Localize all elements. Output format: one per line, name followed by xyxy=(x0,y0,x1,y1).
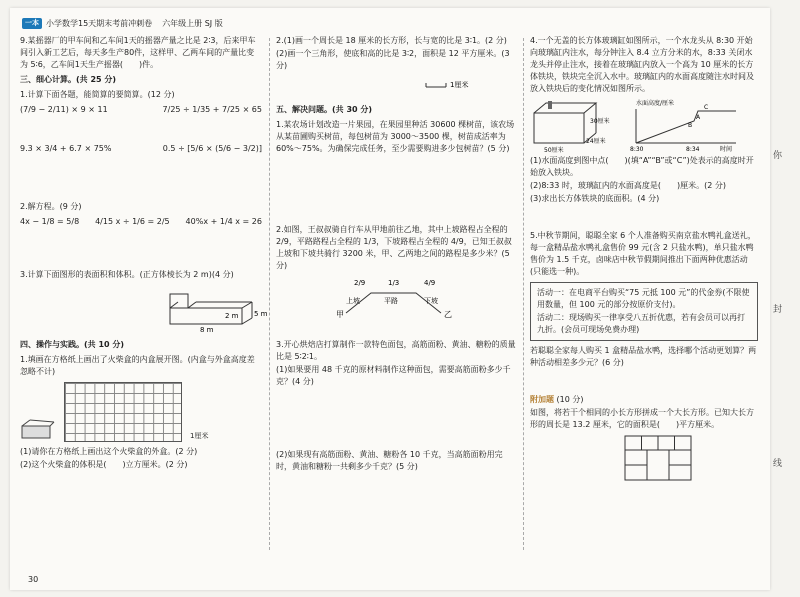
problem-4a: (1)水面高度到图中点( )(填“A”“B”或“C”)处表示的高度时开始放入铁块。 xyxy=(530,156,754,177)
margin-mark-3: 线 xyxy=(772,459,782,469)
solid-figure xyxy=(20,282,268,334)
brand-logo: 一本 xyxy=(22,18,42,29)
equation-instruction: 2.解方程。(9 分) xyxy=(20,202,82,211)
road-diagram xyxy=(276,273,516,319)
column-divider-1 xyxy=(269,38,270,550)
calc-item: (7/9 − 2/11) × 9 × 11 xyxy=(20,105,108,114)
drawing-area[interactable] xyxy=(276,73,516,101)
problem-5-question: 若聪聪全家每人购买 1 盒精品盐水鸭，选择哪个活动更划算？两种活动相差多少元？(6 分) xyxy=(530,346,757,367)
calc-item: 0.5 ÷ [5/6 × (5/6 − 3/2)] xyxy=(162,144,262,153)
question-9: 9.某摇器厂的甲车间和乙车间1天的摇器产量之比是 2∶3，后来甲车间引入新工艺后，每天多生产80件，这样甲、乙两车间的产量比变为 5∶6，乙车间1天生产摇器( )件。 xyxy=(20,36,256,69)
rectangle-tiling-figure xyxy=(530,432,758,482)
dim-depth: 5 m xyxy=(254,310,268,318)
scale-label: 1厘米 xyxy=(450,81,469,89)
point-a: A xyxy=(696,114,701,121)
chart-ylabel: 水面高度/厘米 xyxy=(636,100,675,107)
margin-mark-1: 你 xyxy=(772,151,782,161)
matchbox-instruction: 1.填画在方格纸上画出了火柴盒的内盒展开图。(内盒与外盒高度差忽略不计) xyxy=(20,355,255,376)
tank-width: 50厘米 xyxy=(544,147,564,154)
x-tick-start: 8:30 xyxy=(630,146,644,153)
point-b-label: 乙 xyxy=(444,310,452,319)
draw-question-1: 2.(1)画一个周长是 18 厘米的长方形，长与宽的比是 3∶1。(2 分) xyxy=(276,36,507,45)
page-number: 30 xyxy=(28,575,39,584)
dim-length: 8 m xyxy=(200,326,214,334)
margin-mark-2: 封 xyxy=(772,305,782,315)
problem-4-figures xyxy=(530,97,758,153)
point-c: C xyxy=(704,104,709,111)
x-tick-end: 8:34 xyxy=(686,146,700,153)
column-left xyxy=(20,34,268,562)
problem-4c: (3)求出长方体铁块的底面积。(4 分) xyxy=(530,194,660,203)
bonus-title-line xyxy=(530,394,758,406)
tank-height: 30厘米 xyxy=(590,118,610,125)
water-level-chart xyxy=(624,97,752,153)
promotion-1: 活动一：在电商平台购买“75 元抵 100 元”的代金券(不限使用数量，但 100 元的部分按原价支付)。 xyxy=(537,288,750,309)
matchbox-q1: (1)请你在方格纸上画出这个火柴盒的外盒。(2 分) xyxy=(20,447,198,456)
problem-2: 2.如图，王叔叔骑自行车从甲地前往乙地，其中上坡路程占全程的 2/9，平路路程占全程的 1/3，下坡路程占全程的 4/9，已知王叔叔上坡和下坡共骑行 3200 米，甲、乙两地之间的路程是多少米？(5 分) xyxy=(276,225,512,270)
problem-3a: (1)如果要用 48 千克的原材料制作这种面包，需要高筋面粉多少千克？(4 分) xyxy=(276,365,511,386)
bonus-title: 附加题 xyxy=(530,395,554,404)
calc-row-2 xyxy=(20,143,262,183)
label-downhill: 下坡 xyxy=(424,297,438,305)
frac-downhill: 4/9 xyxy=(424,279,436,287)
point-b: B xyxy=(688,122,693,129)
chart-xlabel: 时间 xyxy=(720,146,733,153)
square-grid[interactable] xyxy=(64,382,182,442)
matchbox-area xyxy=(20,382,262,442)
section-3-title: 三、细心计算。(共 25 分) xyxy=(20,75,117,84)
point-a-label: 甲 xyxy=(336,310,344,319)
problem-3b: (2)如果现有高筋面粉、黄油、糖粉各 10 千克，当高筋面粉用完时，黄油和糖粉一共剩多少千克？(5 分) xyxy=(276,450,503,471)
grade-label: 六年级上册 SJ 版 xyxy=(162,18,223,28)
tank-diagram xyxy=(530,97,618,153)
dim-height: 2 m xyxy=(225,312,239,320)
scale-bar xyxy=(276,73,516,101)
column-middle xyxy=(276,34,516,562)
calc-item: 7/25 ÷ 1/35 + 7/25 × 65 xyxy=(162,105,262,114)
equation-item: 4/15 x ÷ 1/6 = 2/5 xyxy=(95,217,170,226)
equation-row xyxy=(20,216,262,266)
frac-uphill: 2/9 xyxy=(354,279,366,287)
promotion-2: 活动二：现场购买一律享受八五折优惠，若有会员可以再打九折。(会员可现场免费办理) xyxy=(537,313,745,334)
bonus-score: (10 分) xyxy=(556,395,584,404)
equation-item: 40%x + 1/4 x = 26 xyxy=(185,217,262,226)
matchbox-q2: (2)这个火柴盒的体积是( )立方厘米。(2 分) xyxy=(20,460,188,469)
draw-question-2: (2)画一个三角形，使底和高的比是 3∶2，面积是 12 平方厘米。(3 分) xyxy=(276,49,510,70)
section-5-title: 五、解决问题。(共 30 分) xyxy=(276,105,373,114)
grid-unit-label: 1厘米 xyxy=(190,432,209,440)
bonus-question: 如图，将若干个相同的小长方形拼成一个大长方形。已知大长方形的周长是 13.2 厘米，它的面积是( )平方厘米。 xyxy=(530,408,754,429)
page-header xyxy=(22,16,233,30)
problem-4: 4.一个无盖的长方体玻璃缸如图所示，一个水龙头从 8:30 开始向玻璃缸内注水，每分钟注入 8.4 立方分米的水，8:33 关闭水龙头并停止注水，接着在玻璃缸内放入一个高为 10 厘米的长方体铁块，铁块完全沉入水中。玻璃缸内的水面高度随注水时间及放入铁块后的变化情况如图所示。 xyxy=(530,36,754,93)
calc-instruction: 1.计算下面各题，能简算的要简算。(12 分) xyxy=(20,90,175,99)
column-right xyxy=(530,34,758,562)
label-uphill: 上坡 xyxy=(346,297,360,305)
problem-1: 1.某农场计划改造一片果园，在果园里种活 30600 棵树苗，该农场从某苗圃购买树苗，每包树苗为 3000～3500 棵，树苗成活率为 60%～75%。为确保完成任务，至少需要购进多少包树苗？(5 分) xyxy=(276,120,515,153)
problem-5: 5.中秋节期间，聪聪全家 6 个人准备购买南京盐水鸭礼盒送礼，每一盒精品盐水鸭礼盒售价 99 元(含 2 只盐水鸭)，单只盐水鸭售价为 1.5 千克，卤味店中秋节假期间推出下面两种优惠活动(只能选一种)。 xyxy=(530,231,756,276)
equation-item: 4x − 1/8 = 5/8 xyxy=(20,217,80,226)
column-divider-2 xyxy=(523,38,524,550)
solid-instruction: 3.计算下面图形的表面积和体积。(正方体棱长为 2 m)(4 分) xyxy=(20,270,234,279)
tank-depth: 24厘米 xyxy=(586,138,606,145)
promotion-box xyxy=(530,282,758,341)
calc-item: 9.3 × 3/4 + 6.7 × 75% xyxy=(20,144,112,153)
problem-3: 3.开心烘焙店打算制作一款特色面包，高筋面粉、黄油、糖粉的质量比是 5∶2∶1。 xyxy=(276,340,516,361)
matchbox-icon xyxy=(20,418,56,442)
label-flat: 平路 xyxy=(384,297,398,305)
book-title: 小学数学15天期末考前冲刺卷 xyxy=(46,18,153,28)
frac-flat: 1/3 xyxy=(388,279,400,287)
worksheet-page xyxy=(10,8,770,590)
problem-4b: (2)8:33 时，玻璃缸内的水面高度是( )厘米。(2 分) xyxy=(530,181,726,190)
calc-row-1 xyxy=(20,104,262,140)
section-4-title: 四、操作与实践。(共 10 分) xyxy=(20,340,125,349)
